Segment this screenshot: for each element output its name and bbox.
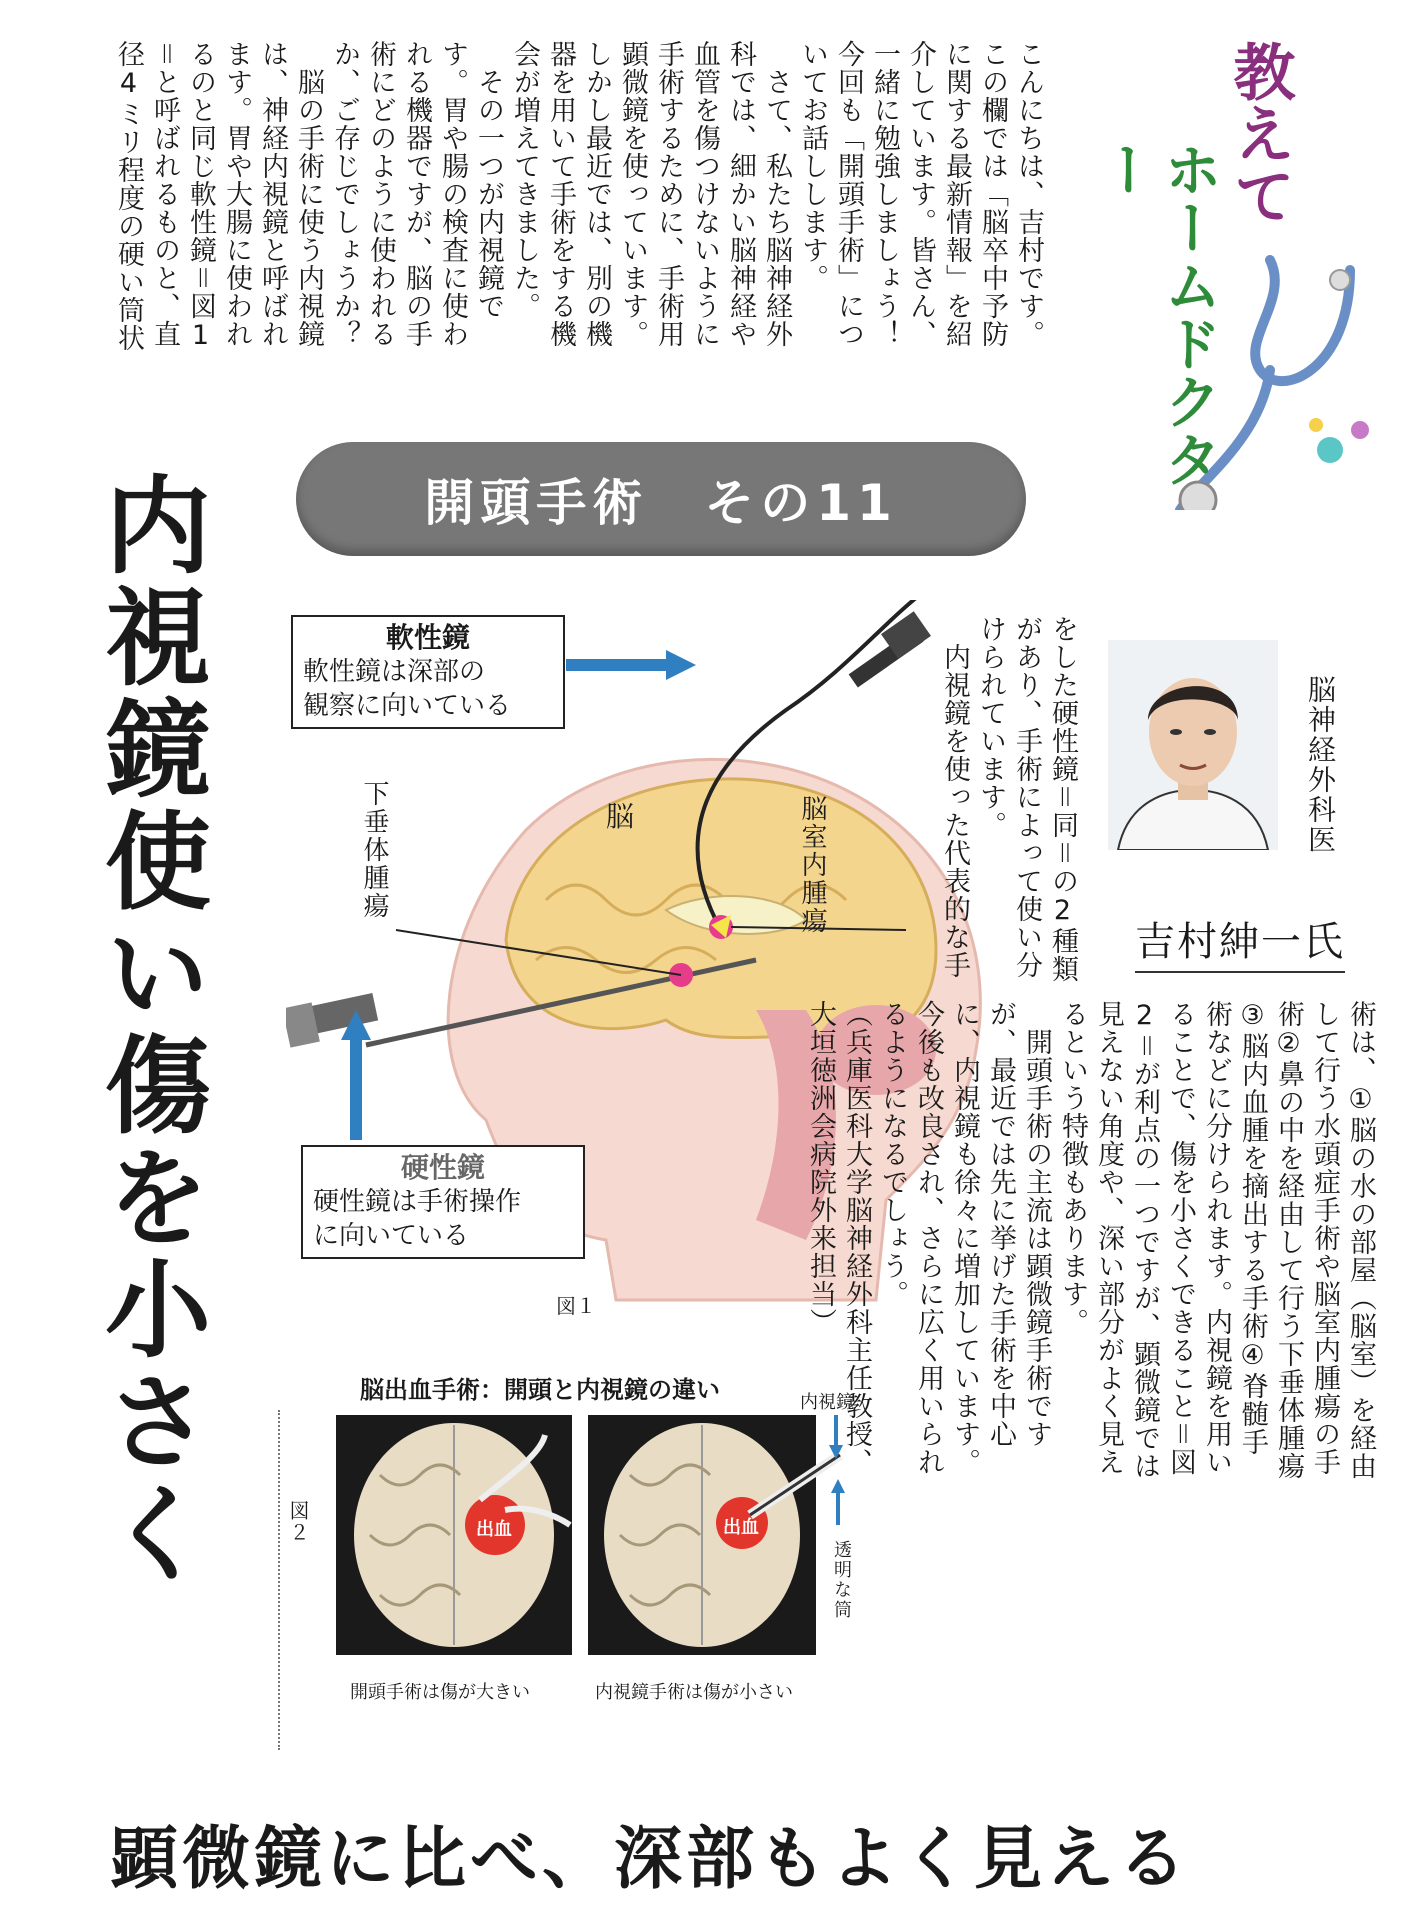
brain-label: 脳 xyxy=(606,800,635,833)
pituitary-tumor-label: 下垂体腫瘍 xyxy=(359,780,389,920)
middle-article xyxy=(890,615,1080,995)
corner-logo xyxy=(1080,40,1380,510)
subheadline: 顕微鏡に比べ、深部もよく見える xyxy=(110,1819,1191,1899)
left-brain-caption: 開頭手術は傷が大きい xyxy=(350,1682,530,1703)
bleed-label-right: 出血 xyxy=(723,1517,759,1538)
ventricle-tumor-label: 脳室内腫瘍 xyxy=(797,795,827,935)
lower-article xyxy=(805,1000,1378,1480)
rigid-scope-desc-1: 硬性鏡は手術操作 xyxy=(313,1187,522,1217)
lower-paragraph-1: 術は、①脳の水の部屋（脳室）を経由して行う水頭症手術や脳室内腫瘍の手術②鼻の中を経由して行う下垂体腫瘍③脳内血腫を摘出する手術④脊髄手術などに分けられます。内視鏡を用いることで、傷を小さくできること＝図2＝が利点の一つですが、顕微鏡では見えない角度や、深い部分がよく見えるという特徴もあります。 xyxy=(1057,1000,1376,1480)
author-portrait-icon xyxy=(1108,640,1278,850)
author-name: 吉村紳一氏 xyxy=(1135,910,1345,973)
intro-paragraph-1: こんにちは、吉村です。この欄では「脳卒中予防に関する最新情報」を紹介しています。皆さん、一緒に勉強しましょう！ 今回も「開頭手術」についてお話しします。 xyxy=(797,40,1044,376)
series-banner xyxy=(296,442,1026,556)
series-banner-text: 開頭手術 その11 xyxy=(424,474,898,532)
figure-2 xyxy=(280,1360,880,1760)
intro-paragraph-2: さて、私たち脳神経外科では、細かい脳神経や血管を傷つけないように手術するために、手術用顕微鏡を使っています。しかし最近では、別の機器を用いて手術をする機会が増えてきました。 xyxy=(509,40,792,348)
transparent-tube-label: 透明な筒 xyxy=(831,1540,852,1620)
brain-comparison-illustration xyxy=(280,1415,880,1755)
rigid-scope-title: 硬性鏡 xyxy=(400,1151,485,1184)
lower-credit: （兵庫医科大学脳神経外科主任教授、大垣徳洲会病院外来担当） xyxy=(805,1000,872,1476)
figure-2-title: 脳出血手術：開頭と内視鏡の違い xyxy=(360,1376,720,1404)
right-brain-caption: 内視鏡手術は傷が小さい xyxy=(595,1682,793,1703)
figure-2-label: 図２ xyxy=(286,1500,310,1544)
flexible-scope-title: 軟性鏡 xyxy=(385,621,470,654)
rigid-scope-callout xyxy=(301,1145,585,1259)
author-photo xyxy=(1108,640,1278,850)
lower-paragraph-2: 開頭手術の主流は顕微鏡手術ですが、最近では先に挙げた手術を中心に、内視鏡も徐々に増加しています。今後も改良され、さらに広く用いられるようになるでしょう。 xyxy=(877,1000,1052,1476)
flexible-scope-callout xyxy=(291,615,565,729)
headline: 内視鏡使い傷を小さく xyxy=(88,470,213,1590)
intro-article xyxy=(26,40,1046,376)
intro-paragraph-4: 脳の手術に使う内視鏡は、神経内視鏡と呼ばれます。胃や大腸に使われるのと同じ軟性鏡＝図1＝と呼ばれるものと、直径4ミリ程度の硬い筒状 xyxy=(113,40,324,352)
intro-paragraph-3: その一つが内視鏡です。胃や腸の検査に使われる機器ですが、脳の手術にどのように使われるか、ご存じでしょうか？ xyxy=(329,40,504,348)
middle-paragraph-2: 内視鏡を使った代表的な手 xyxy=(939,615,970,979)
flexible-scope-desc-1: 軟性鏡は深部の xyxy=(303,657,486,687)
corner-logo-homedoctor: ホームドクター xyxy=(1090,140,1222,488)
rigid-scope-desc-2: に向いている xyxy=(313,1221,470,1251)
corner-logo-oshiete: 教えて xyxy=(1223,40,1296,226)
bleed-label-left: 出血 xyxy=(476,1519,512,1540)
figure-1-caption: 図１ xyxy=(556,1294,596,1318)
flexible-scope-desc-2: 観察に向いている xyxy=(303,691,512,721)
middle-paragraph-1: をした硬性鏡＝同＝の2種類があり、手術によって使い分けられています。 xyxy=(975,615,1078,983)
author-title: 脳神経外科医 xyxy=(1304,675,1337,855)
endoscope-label: 内視鏡 xyxy=(800,1392,854,1413)
